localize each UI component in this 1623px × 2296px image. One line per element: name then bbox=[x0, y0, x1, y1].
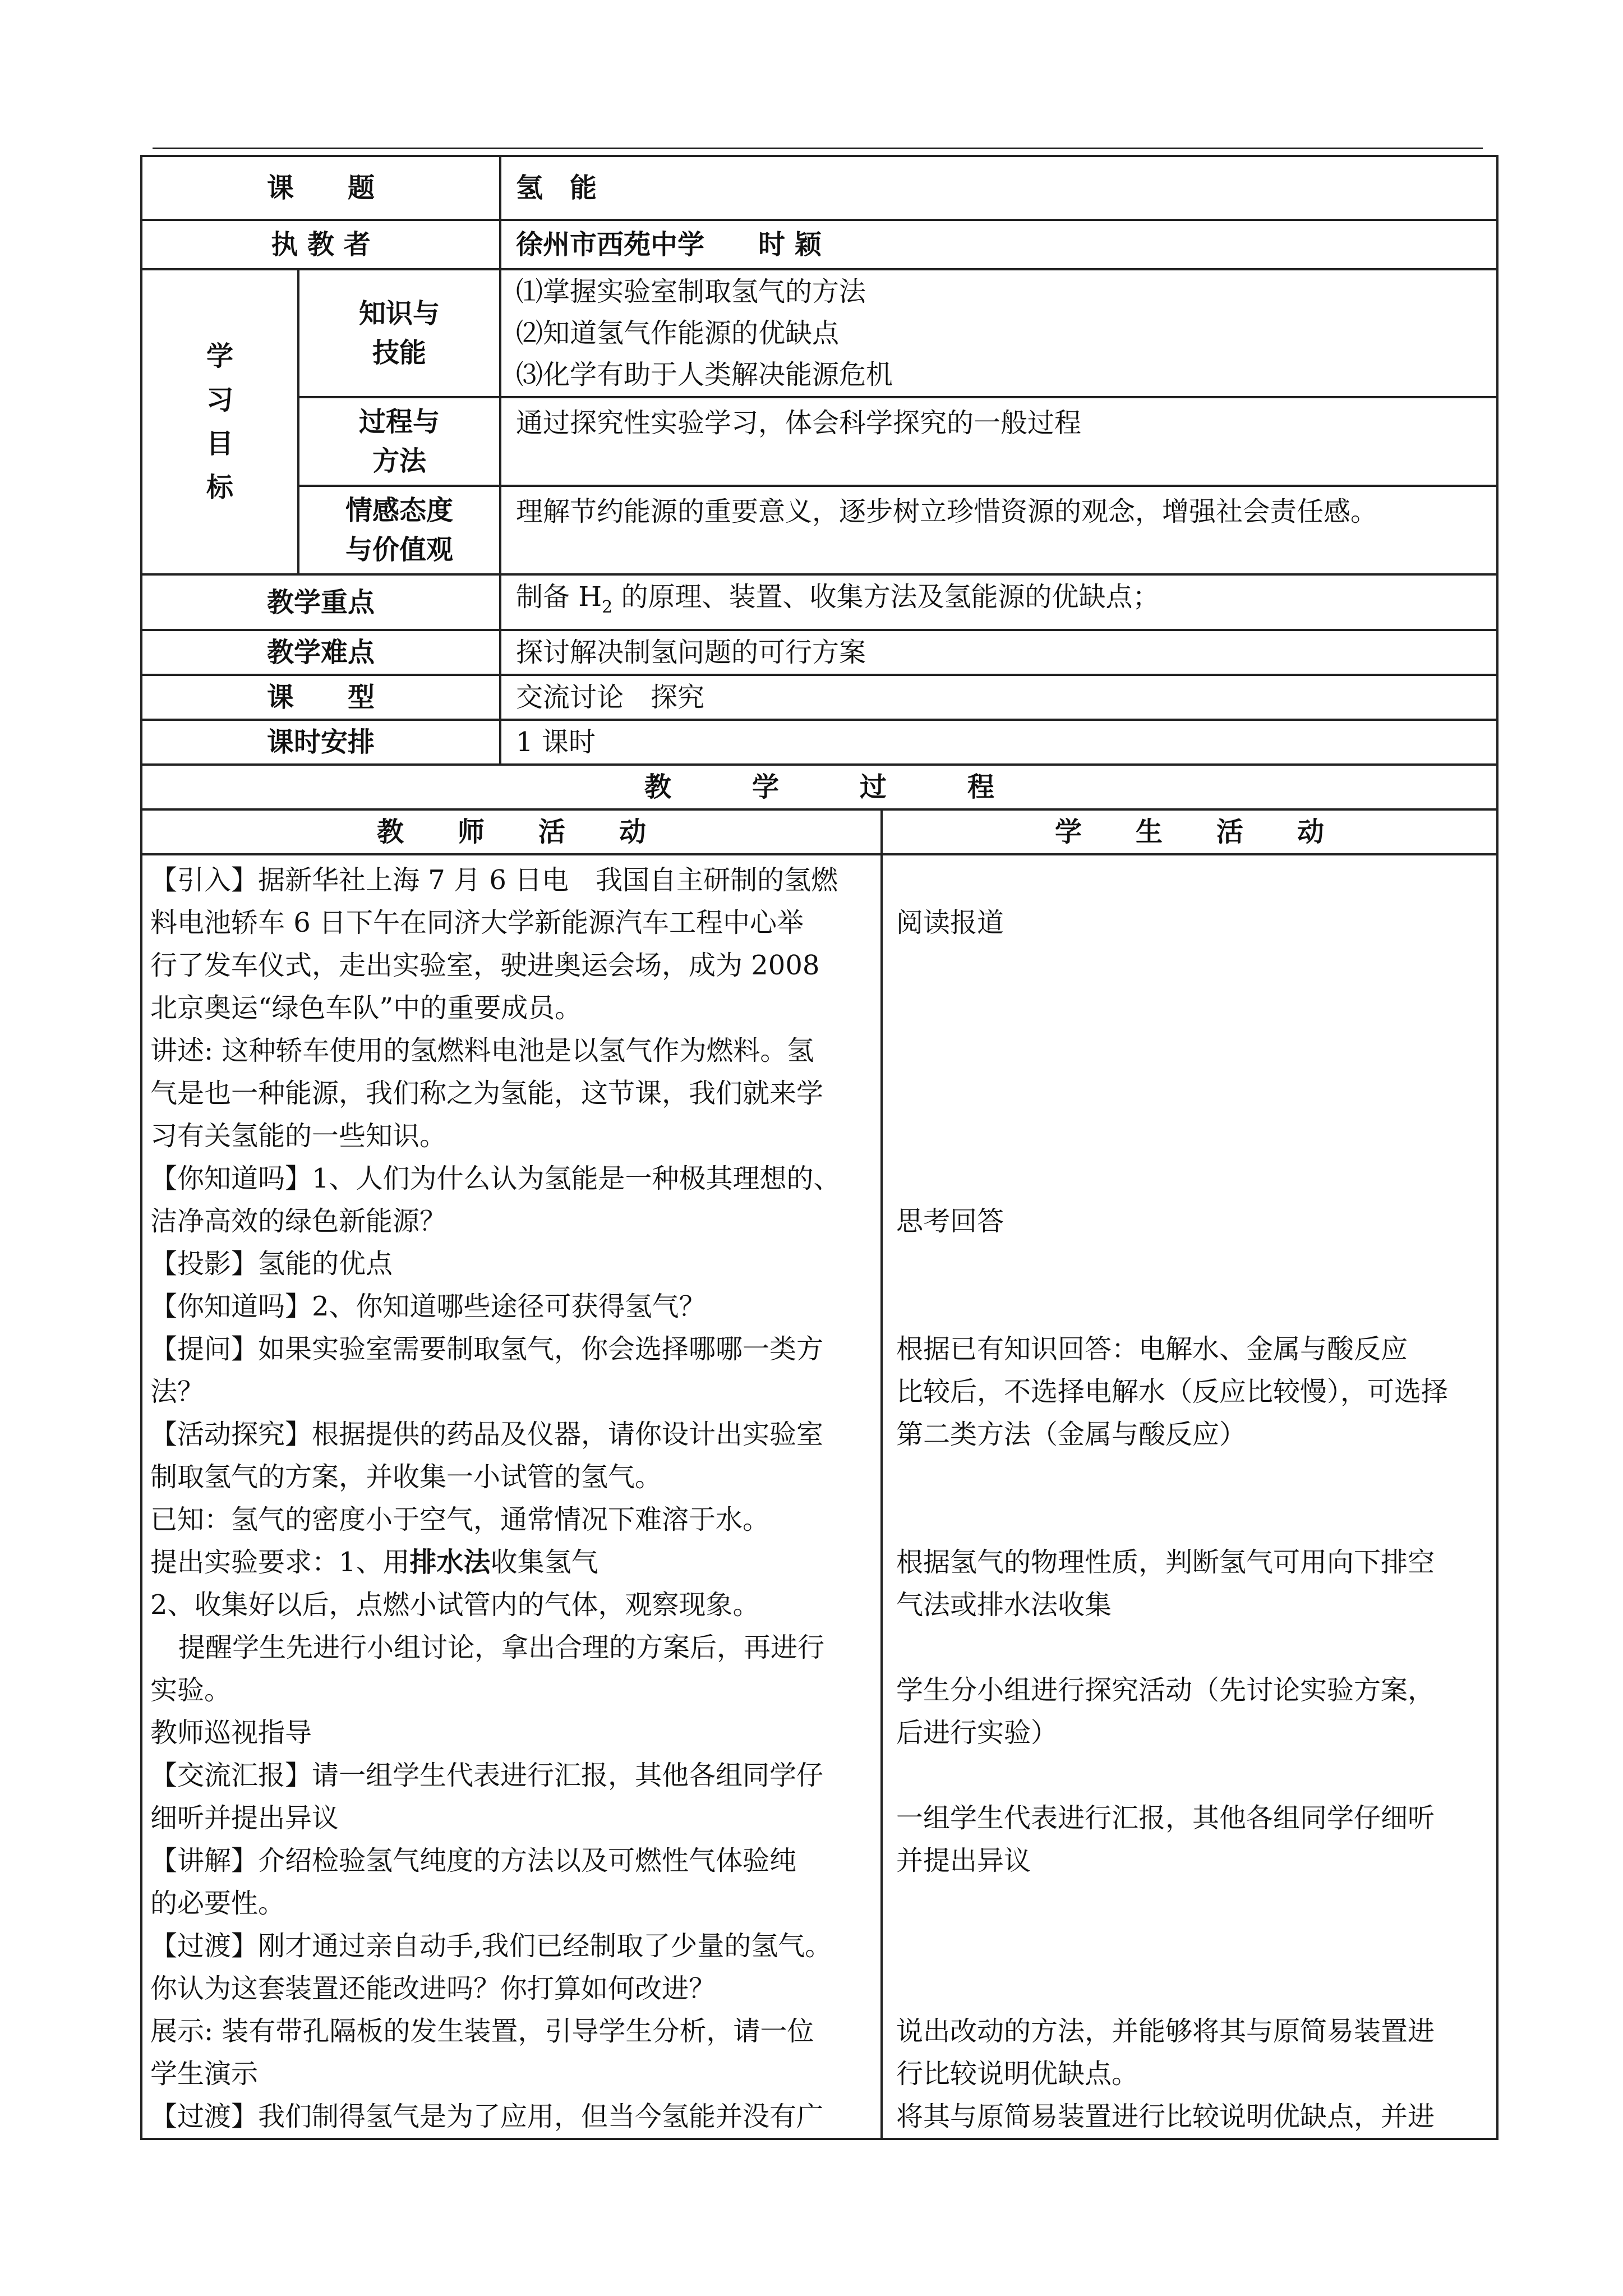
teacher-line: 2、收集好以后，点燃小试管内的气体，观察现象。 bbox=[150, 1589, 760, 1621]
schedule-row bbox=[141, 720, 1497, 765]
emotion-value: 理解节约能源的重要意义，逐步树立珍惜资源的观念，增强社会责任感。 bbox=[500, 486, 1497, 574]
student-line bbox=[896, 1029, 1492, 1072]
teacher-line: 学生演示 bbox=[150, 2058, 259, 2090]
requirement-emphasis: 排水法 bbox=[409, 1547, 491, 1578]
schedule-value: 1 课时 bbox=[500, 720, 1497, 765]
teacher-activity-cell bbox=[141, 854, 882, 2139]
student-line bbox=[896, 859, 1492, 901]
process-method-value: 通过探究性实验学习，体会科学探究的一般过程 bbox=[500, 397, 1497, 486]
student-line bbox=[896, 1072, 1492, 1115]
lesson-plan-table bbox=[140, 155, 1498, 2140]
header-rule bbox=[153, 148, 1483, 149]
student-line: 气法或排水法收集 bbox=[896, 1589, 1112, 1621]
topic-label: 课 题 bbox=[141, 156, 500, 220]
student-line bbox=[896, 1115, 1492, 1157]
knowledge-item: ⑵知道氢气作能源的优缺点 bbox=[516, 318, 840, 349]
teacher-label: 执 教 者 bbox=[141, 220, 500, 269]
student-line: 学生分小组进行探究活动（先讨论实验方案， bbox=[896, 1674, 1435, 1706]
teacher-line: 的必要性。 bbox=[150, 1888, 285, 1919]
teacher-line: 行了发车仪式，走出实验室，驶进奥运会场，成为 2008 bbox=[150, 950, 820, 981]
process-header-row bbox=[141, 809, 1497, 854]
student-line: 阅读报道 bbox=[896, 907, 1004, 938]
knowledge-items bbox=[500, 269, 1497, 397]
experiment-requirement bbox=[150, 1541, 876, 1584]
process-method-label: 过程与 方法 bbox=[298, 397, 500, 486]
student-line bbox=[896, 1157, 1492, 1200]
student-line bbox=[896, 1456, 1492, 1498]
student-line: 后进行实验） bbox=[896, 1717, 1058, 1749]
student-line: 根据已有知识回答：电解水、金属与酸反应 bbox=[896, 1333, 1408, 1365]
key-point-text-post: 的原理、装置、收集方法及氢能源的优缺点； bbox=[612, 581, 1160, 613]
student-line: 行比较说明优缺点。 bbox=[896, 2058, 1139, 2090]
teacher-activity-header: 教 师 活 动 bbox=[141, 809, 882, 854]
topic-row bbox=[141, 156, 1497, 220]
student-line bbox=[896, 1882, 1492, 1925]
teacher-value: 徐州市西苑中学 时 颖 bbox=[500, 220, 1497, 269]
teacher-line: 法？ bbox=[150, 1376, 205, 1407]
teacher-line: 【你知道吗】1、人们为什么认为氢能是一种极其理想的、 bbox=[150, 1163, 841, 1194]
teacher-line: 料电池轿车 6 日下午在同济大学新能源汽车工程中心举 bbox=[150, 907, 804, 938]
student-line bbox=[896, 1243, 1492, 1285]
teacher-line: 【活动探究】根据提供的药品及仪器，请你设计出实验室 bbox=[150, 1419, 824, 1450]
teacher-line: 提醒学生先进行小组讨论，拿出合理的方案后，再进行 bbox=[178, 1632, 825, 1663]
teacher-line: 展示: 装有带孔隔板的发生装置，引导学生分析，请一位 bbox=[150, 2016, 814, 2047]
student-activity-cell bbox=[882, 854, 1497, 2139]
key-point-label: 教学重点 bbox=[141, 574, 500, 630]
teacher-line: 教师巡视指导 bbox=[150, 1717, 312, 1749]
teacher-row bbox=[141, 220, 1497, 269]
teacher-line: 【交流汇报】请一组学生代表进行汇报，其他各组同学仔 bbox=[150, 1760, 824, 1791]
lesson-type-label: 课 型 bbox=[141, 675, 500, 720]
teacher-line: 气是也一种能源，我们称之为氢能，这节课，我们就来学 bbox=[150, 1078, 824, 1109]
student-line: 说出改动的方法，并能够将其与原简易装置进 bbox=[896, 2016, 1435, 2047]
teacher-line: 【讲解】介绍检验氢气纯度的方法以及可燃性气体验纯 bbox=[150, 1845, 797, 1876]
teacher-line: 【过渡】刚才通过亲自动手,我们已经制取了少量的氢气。 bbox=[150, 1930, 832, 1962]
teacher-line: 讲述: 这种轿车使用的氢燃料电池是以氢气作为燃料。氢 bbox=[150, 1035, 814, 1066]
student-line: 将其与原简易装置进行比较说明优缺点，并进 bbox=[896, 2101, 1435, 2132]
difficulty-label: 教学难点 bbox=[141, 630, 500, 675]
teacher-line: 已知：氢气的密度小于空气，通常情况下难溶于水。 bbox=[150, 1504, 770, 1535]
student-line: 比较后，不选择电解水（反应比较慢），可选择 bbox=[896, 1376, 1449, 1407]
teacher-line: 【过渡】我们制得氢气是为了应用，但当今氢能并没有广 bbox=[150, 2101, 824, 2132]
teacher-line: 习有关氢能的一些知识。 bbox=[150, 1120, 447, 1152]
teacher-line: 北京奥运“绿色车队”中的重要成员。 bbox=[150, 992, 582, 1024]
objectives-label: 学 习 目 标 bbox=[141, 269, 298, 574]
teacher-line: 制取氢气的方案，并收集一小试管的氢气。 bbox=[150, 1461, 662, 1493]
requirement-prefix: 提出实验要求：1、用 bbox=[150, 1547, 410, 1578]
teacher-line: 实验。 bbox=[150, 1674, 232, 1706]
student-line: 并提出异议 bbox=[896, 1845, 1031, 1876]
emotion-label: 情感态度 与价值观 bbox=[298, 486, 500, 574]
student-line bbox=[896, 944, 1492, 987]
requirement-suffix: 收集氢气 bbox=[490, 1547, 598, 1578]
student-line: 根据氢气的物理性质，判断氢气可用向下排空 bbox=[896, 1547, 1435, 1578]
key-point-value bbox=[500, 574, 1497, 630]
schedule-label: 课时安排 bbox=[141, 720, 500, 765]
student-line: 思考回答 bbox=[896, 1205, 1004, 1237]
teacher-line: 【引入】据新华社上海 7 月 6 日电 我国自主研制的氢燃 bbox=[150, 864, 838, 896]
teacher-line: 【投影】氢能的优点 bbox=[150, 1248, 393, 1280]
teacher-line: 细听并提出异议 bbox=[150, 1802, 339, 1834]
student-line bbox=[896, 1925, 1492, 1967]
teacher-line: 洁净高效的绿色新能源？ bbox=[150, 1205, 447, 1237]
process-title: 教 学 过 程 bbox=[141, 765, 1497, 809]
student-line: 一组学生代表进行汇报，其他各组同学仔细听 bbox=[896, 1802, 1435, 1834]
process-body-row bbox=[141, 854, 1497, 2139]
topic-value: 氢 能 bbox=[500, 156, 1497, 220]
process-title-row bbox=[141, 765, 1497, 809]
objective-emotion-row bbox=[141, 486, 1497, 574]
lesson-type-value: 交流讨论 探究 bbox=[500, 675, 1497, 720]
key-point-subscript: 2 bbox=[602, 597, 613, 617]
teacher-line: 【提问】如果实验室需要制取氢气，你会选择哪哪一类方 bbox=[150, 1333, 824, 1365]
lesson-type-row bbox=[141, 675, 1497, 720]
key-point-row bbox=[141, 574, 1497, 630]
student-line bbox=[896, 987, 1492, 1029]
objective-knowledge-row bbox=[141, 269, 1497, 397]
student-line bbox=[896, 1285, 1492, 1328]
knowledge-item: ⑴掌握实验室制取氢气的方法 bbox=[516, 276, 866, 307]
student-line bbox=[896, 1498, 1492, 1541]
student-line bbox=[896, 1626, 1492, 1669]
key-point-text-pre: 制备 H bbox=[516, 581, 602, 613]
student-line bbox=[896, 1967, 1492, 2010]
teacher-line: 【你知道吗】2、你知道哪些途径可获得氢气？ bbox=[150, 1291, 706, 1322]
difficulty-row bbox=[141, 630, 1497, 675]
difficulty-value: 探讨解决制氢问题的可行方案 bbox=[500, 630, 1497, 675]
knowledge-label: 知识与 技能 bbox=[298, 269, 500, 397]
student-line: 第二类方法（金属与酸反应） bbox=[896, 1419, 1247, 1450]
teacher-line: 你认为这套装置还能改进吗？你打算如何改进？ bbox=[150, 1973, 716, 2004]
student-line bbox=[896, 1754, 1492, 1797]
student-activity-header: 学 生 活 动 bbox=[882, 809, 1497, 854]
knowledge-item: ⑶化学有助于人类解决能源危机 bbox=[516, 359, 893, 390]
objective-process-row bbox=[141, 397, 1497, 486]
